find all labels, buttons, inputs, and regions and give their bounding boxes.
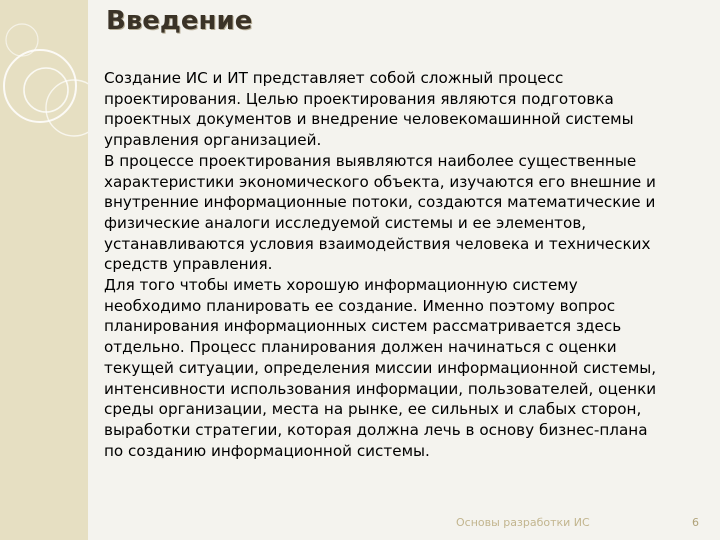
decorative-rings [0, 0, 88, 540]
decor-ring-right [46, 80, 88, 136]
body-paragraph-3: Для того чтобы иметь хорошую информационную систему необходимо планировать ее создание. Именно поэтому вопрос планирования информационных систем рассматривается здесь отдельно. Процесс планирования должен начинаться с оценки текущей ситуации, определения миссии информационной системы, интенсивности использования информации, пользователей, оценки среды организации, места на рынке, ее сильных и слабых сторон, выработки стратегии, которая должна лечь в основу бизнес-плана по созданию информационной системы. [104, 276, 657, 460]
slide-title: Введение [106, 6, 253, 36]
body-paragraph-1: Создание ИС и ИТ представляет собой сложный процесс проектирования. Целью проектирования являются подготовка проектных документов и внедрение человекомашинной системы управления организацией. [104, 69, 634, 150]
slide-footer: Основы разработки ИС [456, 516, 590, 529]
slide-page-number: 6 [692, 516, 699, 529]
slide-body [104, 68, 664, 540]
body-paragraph-2: В процессе проектирования выявляются наиболее существенные характеристики экономического объекта, изучаются его внешние и внутренние информационные потоки, создаются математические и физические аналоги исследуемой системы и ее элементов, устанавливаются условия взаимодействия человека и технических средств управления. [104, 151, 656, 274]
decor-ring-small [6, 24, 38, 56]
